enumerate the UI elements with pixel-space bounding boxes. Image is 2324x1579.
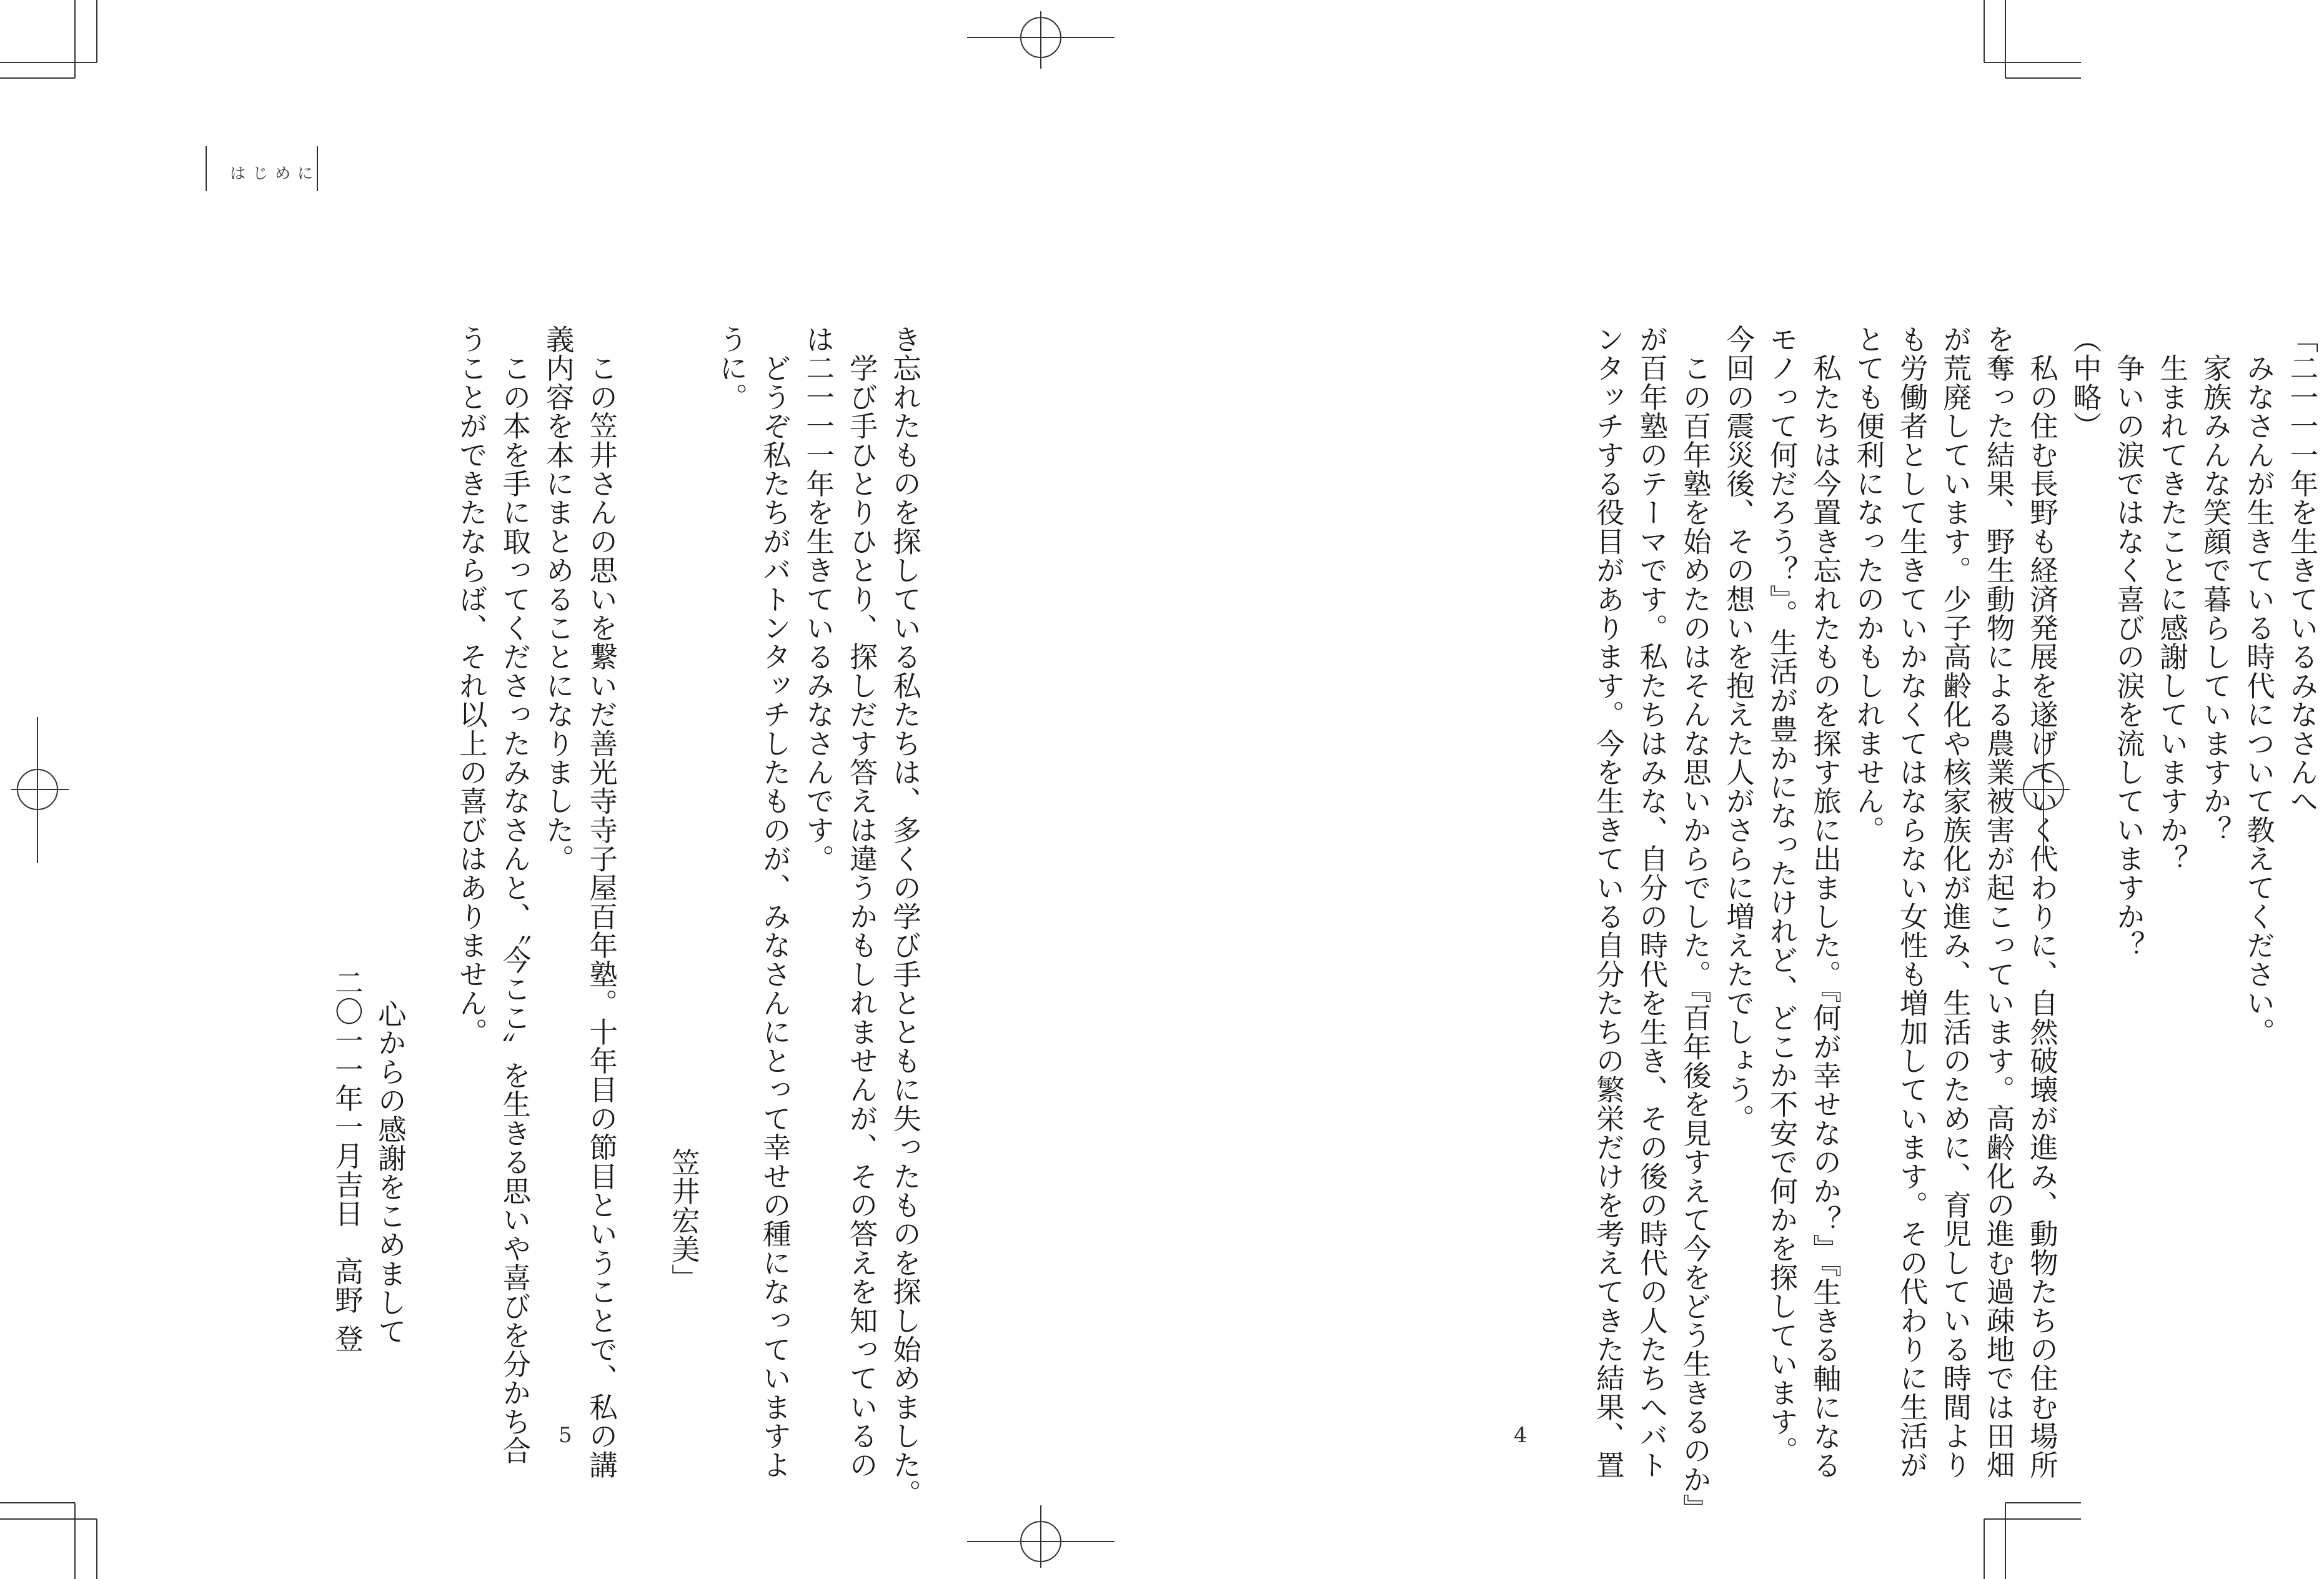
text-line: モノって何だろう？』。生活が豊かになったけれど、どこか不安で何かを探しています。 [1765,325,1799,1465]
text-line: 私の住む長野も経済発展を遂げていく代わりに、自然破壊が進み、動物たちの住む場所 [2025,325,2059,1479]
right-page-body [1587,325,2324,1523]
text-line: 私たちは今置き忘れたものを探す旅に出ました。『何が幸せなのか？』『生きる軸になる [1809,325,1842,1480]
text-line: は二一一一年を生きているみなさんです。 [802,325,835,873]
text-line: ンタッチする役目があります。今を生きている自分たちの繁栄だけを考えてきた結果、置 [1592,325,1626,1479]
text-line: も労働者として生きていかなくてはならない女性も増加しています。その代わりに生活が [1895,325,1929,1479]
text-line: みなさんが生きている時代について教えてください。 [2242,325,2276,1046]
text-line: 学び手ひとりひとり、探しだす答えは違うかもしれませんが、その答えを知っているの [845,325,879,1479]
blank-line [667,325,710,1508]
text-line: 争いの涙ではなく喜びの涙を流していますか？ [2112,325,2146,960]
text-line: この本を手に取ってくださったみなさんと、〝今ここ〟を生きる思いや喜びを分かち合 [498,325,532,1465]
running-head: はじめに [230,164,320,182]
text-line: 義内容を本にまとめることになりました。 [542,325,575,873]
text-line: が荒廃しています。少子高齢化や核家族化が進み、生活のために、育児している時間より [1939,325,1972,1479]
closing-line: 心からの感謝をこめまして [374,999,407,1346]
page-number-right: 4 [1514,1423,1527,1448]
text-line: が百年塾のテーマです。私たちはみな、自分の時代を生き、その後の時代の人たちへバト [1635,325,1669,1479]
text-line: 生まれてきたことに感謝していますか？ [2155,325,2189,873]
text-line: この百年塾を始めたのはそんな思いからでした。『百年後を見すえて今をどう生きるのか』 [1679,325,1712,1523]
text-line: どうぞ私たちがバトンタッチしたものが、みなさんにとって幸せの種になっていますよ [758,325,792,1479]
text-line: き忘れたものを探している私たちは、多くの学び手とともに失ったものを探し始めました。 [888,325,922,1508]
text-line: 今回の震災後、その想いを抱えた人がさらに増えたでしょう。 [1722,325,1755,1133]
text-line: うことができたならば、それ以上の喜びはありません。 [455,325,489,1046]
text-line: とても便利になったのかもしれません。 [1852,325,1885,844]
page-number-left: 5 [559,1423,572,1448]
quote-signature: 笠井宏美」 [667,1148,701,1292]
text-line: うに。 [715,325,748,412]
text-line: （中略） [2068,325,2102,440]
date-and-author: 二〇一一年一月吉日 高野 登 [330,968,364,1353]
text-line: 家族みんな笑顔で暮らしていますか？ [2199,325,2233,844]
blank-line [623,325,667,1508]
text-line: を奪った結果、野生動物による農業被害が起こっています。高齢化の進む過疎地では田畑 [1982,325,2016,1479]
text-line: 「二一一一年を生きているみなさんへ [2285,325,2319,816]
left-page-body [450,325,926,1508]
text-line: この笠井さんの思いを繋いだ善光寺寺子屋百年塾。十年目の節目ということで、私の講 [585,325,618,1479]
